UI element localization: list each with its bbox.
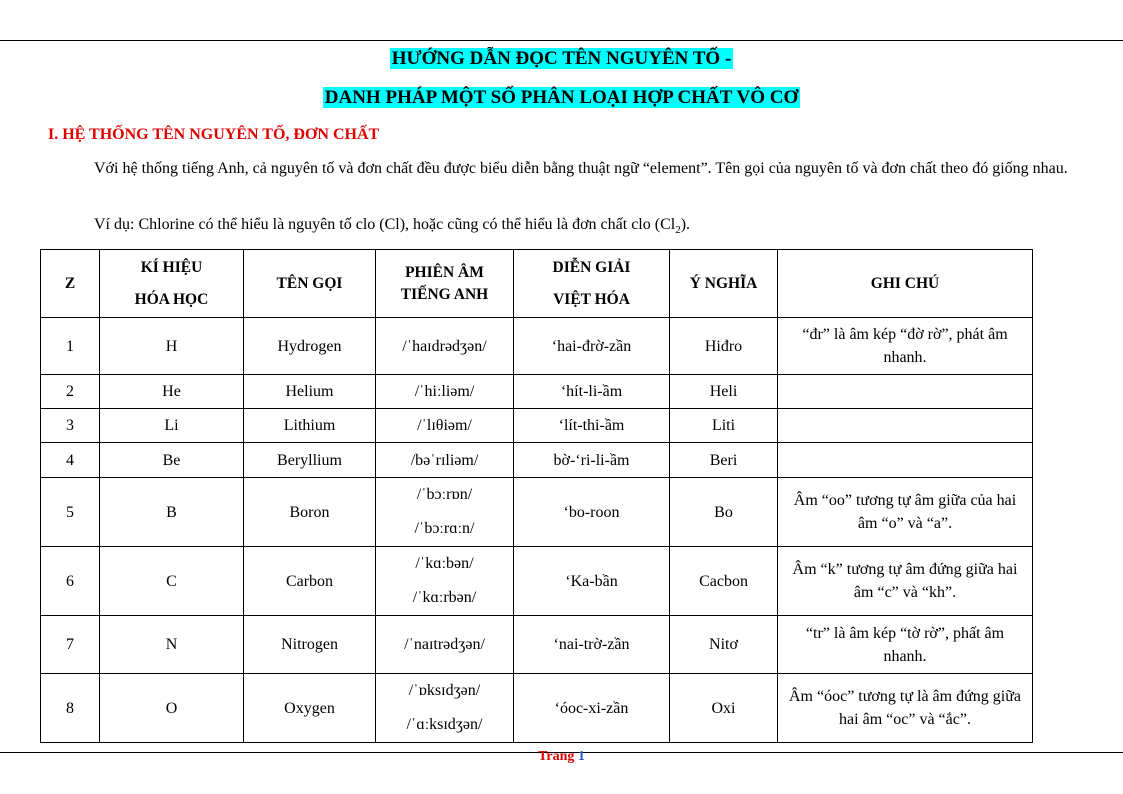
cell-z: 5 bbox=[41, 478, 100, 547]
header-phonetic: PHIÊN ÂM TIẾNG ANH bbox=[376, 250, 514, 318]
example-paragraph: Ví dụ: Chlorine có thể hiểu là nguyên tố clo (Cl), hoặc cũng có thể hiểu là đơn chất clo $(Cl_2)$. bbox=[94, 216, 691, 237]
cell-name: Lithium bbox=[244, 409, 376, 443]
cell-name: Helium bbox=[244, 375, 376, 409]
cell-phonetic: /bəˈrɪliəm/ bbox=[376, 443, 514, 478]
header-z: Z bbox=[41, 250, 100, 318]
table-row bbox=[41, 616, 1033, 674]
header-rule bbox=[0, 40, 1123, 41]
cell-explain: ‘hai-đrờ-zần bbox=[514, 318, 670, 375]
cell-symbol: N bbox=[100, 616, 244, 674]
cell-meaning: Oxi bbox=[670, 674, 778, 743]
cell-note: “đr” là âm kép “đờ rờ”, phát âm nhanh. bbox=[778, 318, 1033, 375]
cell-note: Âm “oo” tương tự âm giữa của hai âm “o” và “a”. bbox=[778, 478, 1033, 547]
section-heading: I. HỆ THỐNG TÊN NGUYÊN TỐ, ĐƠN CHẤT bbox=[48, 126, 380, 143]
cell-note bbox=[778, 443, 1033, 478]
cell-note bbox=[778, 409, 1033, 443]
header-name: TÊN GỌI bbox=[244, 250, 376, 318]
cell-phonetic: /ˈkɑːbən/ /ˈkɑːrbən/ bbox=[376, 547, 514, 616]
cell-z: 2 bbox=[41, 375, 100, 409]
table-row bbox=[41, 478, 1033, 547]
cell-name: Beryllium bbox=[244, 443, 376, 478]
header-note: GHI CHÚ bbox=[778, 250, 1033, 318]
cell-symbol: Li bbox=[100, 409, 244, 443]
cell-phonetic: /ˈlɪθiəm/ bbox=[376, 409, 514, 443]
element-names-table bbox=[40, 249, 1033, 743]
cell-meaning: Beri bbox=[670, 443, 778, 478]
cell-explain: ‘bo-roon bbox=[514, 478, 670, 547]
cell-name: Hydrogen bbox=[244, 318, 376, 375]
cell-explain: ‘nai-trờ-zần bbox=[514, 616, 670, 674]
cell-name: Oxygen bbox=[244, 674, 376, 743]
cell-z: 8 bbox=[41, 674, 100, 743]
cell-note: Âm “óoc” tương tự là âm đứng giữa hai âm “oc” và “ắc”. bbox=[778, 674, 1033, 743]
cell-explain: ‘óoc-xi-zần bbox=[514, 674, 670, 743]
cell-symbol: H bbox=[100, 318, 244, 375]
cell-phonetic: /ˈhaɪdrədʒən/ bbox=[376, 318, 514, 375]
page-number: 1 bbox=[577, 749, 585, 764]
document-title-line-1: HƯỚNG DẪN ĐỌC TÊN NGUYÊN TỐ - bbox=[391, 48, 732, 69]
cell-symbol: Be bbox=[100, 443, 244, 478]
cell-meaning: Nitơ bbox=[670, 616, 778, 674]
cell-phonetic: /ˈɒksɪdʒən/ /ˈɑːksɪdʒən/ bbox=[376, 674, 514, 743]
cell-z: 6 bbox=[41, 547, 100, 616]
cell-phonetic: /ˈbɔːrɒn/ /ˈbɔːrɑːn/ bbox=[376, 478, 514, 547]
cell-explain: bờ-‘ri-li-ầm bbox=[514, 443, 670, 478]
cell-symbol: He bbox=[100, 375, 244, 409]
header-meaning: Ý NGHĨA bbox=[670, 250, 778, 318]
cell-note: “tr” là âm kép “tờ rờ”, phất âm nhanh. bbox=[778, 616, 1033, 674]
cell-symbol: O bbox=[100, 674, 244, 743]
cell-meaning: Cacbon bbox=[670, 547, 778, 616]
header-explain: DIỄN GIẢI VIỆT HÓA bbox=[514, 250, 670, 318]
table-row bbox=[41, 409, 1033, 443]
table-header-row bbox=[41, 250, 1033, 318]
cell-note: Âm “k” tương tự âm đứng giữa hai âm “c” và “kh”. bbox=[778, 547, 1033, 616]
intro-paragraph: Với hệ thống tiếng Anh, cả nguyên tố và đơn chất đều được biểu diễn bằng thuật ngữ “element”. Tên gọi của nguyên tố và đơn chất theo đó giống nhau. bbox=[94, 160, 1068, 177]
cell-symbol: C bbox=[100, 547, 244, 616]
cell-z: 4 bbox=[41, 443, 100, 478]
cell-meaning: Hiđro bbox=[670, 318, 778, 375]
cell-explain: ‘lít-thi-ầm bbox=[514, 409, 670, 443]
cell-explain: ‘hít-li-ầm bbox=[514, 375, 670, 409]
cell-name: Nitrogen bbox=[244, 616, 376, 674]
cell-z: 1 bbox=[41, 318, 100, 375]
table-row bbox=[41, 318, 1033, 375]
cell-meaning: Bo bbox=[670, 478, 778, 547]
cell-phonetic: /ˈhiːliəm/ bbox=[376, 375, 514, 409]
cell-z: 3 bbox=[41, 409, 100, 443]
header-symbol: KÍ HIỆU HÓA HỌC bbox=[100, 250, 244, 318]
table-row bbox=[41, 443, 1033, 478]
table-row bbox=[41, 674, 1033, 743]
cell-meaning: Heli bbox=[670, 375, 778, 409]
cell-name: Carbon bbox=[244, 547, 376, 616]
cell-symbol: B bbox=[100, 478, 244, 547]
cell-name: Boron bbox=[244, 478, 376, 547]
cell-z: 7 bbox=[41, 616, 100, 674]
cell-meaning: Liti bbox=[670, 409, 778, 443]
page-label: Trang bbox=[538, 749, 575, 764]
cell-note bbox=[778, 375, 1033, 409]
page-footer bbox=[0, 749, 1123, 765]
table-row bbox=[41, 547, 1033, 616]
table-row bbox=[41, 375, 1033, 409]
document-title-line-2: DANH PHÁP MỘT SỐ PHÂN LOẠI HỢP CHẤT VÔ CƠ bbox=[324, 87, 799, 108]
cell-explain: ‘Ka-bần bbox=[514, 547, 670, 616]
cell-phonetic: /ˈnaɪtrədʒən/ bbox=[376, 616, 514, 674]
